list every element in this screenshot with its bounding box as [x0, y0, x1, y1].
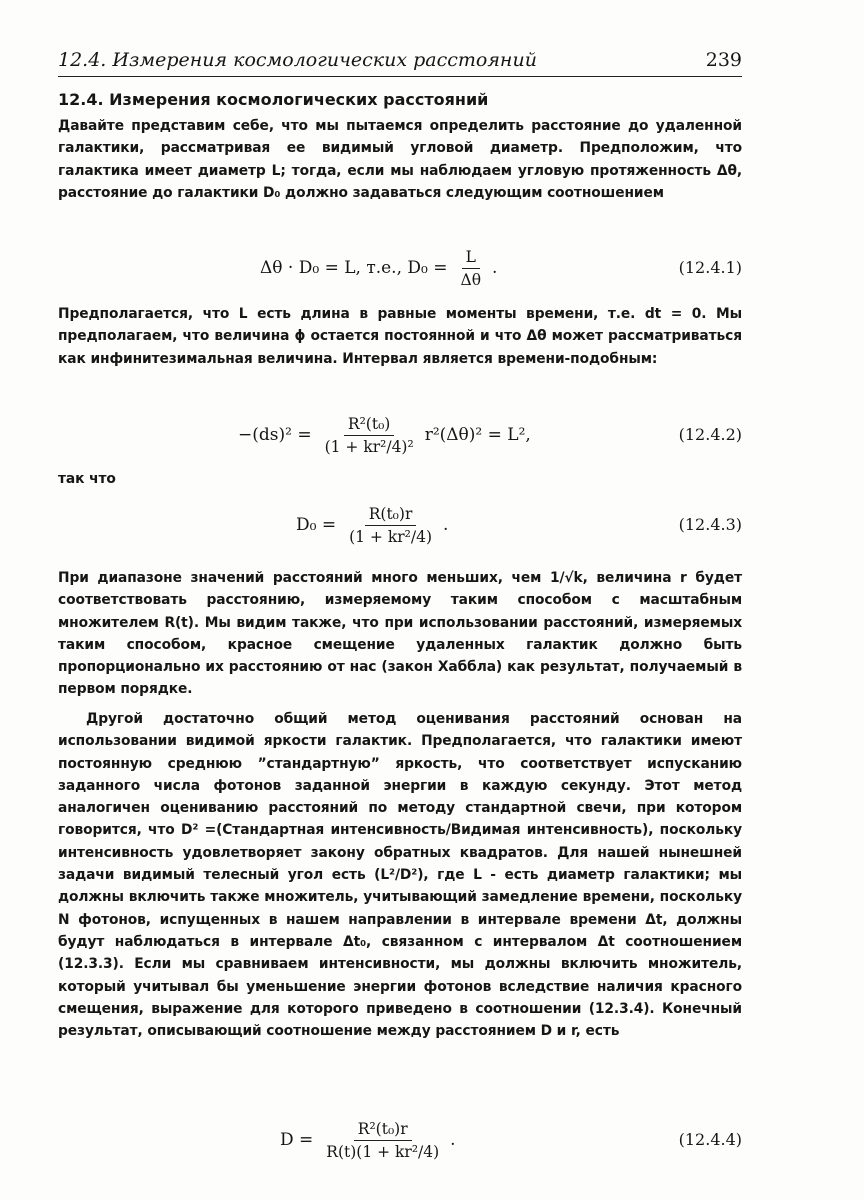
- paragraph-5: [58, 708, 742, 1042]
- equation-lhs: −(ds)² =: [238, 425, 312, 445]
- fraction-denominator: R(t)(1 + kr²/4): [326, 1142, 440, 1161]
- paragraph-1: Давайте представим себе, что мы пытаемся определить расстояние до удаленной галактики, рассматривая ее видимый угловой диаметр. Предположим, что галактика имеет диаметр L; тогда, если мы наблюдаем угловую протяженность Δθ, расстояние до галактики D₀ должно задаваться следующим соотношением: [58, 118, 742, 201]
- equation-fraction: [345, 505, 436, 546]
- equation-rhs: r²(Δθ)² = L²,: [424, 425, 531, 445]
- fraction-denominator: (1 + kr²/4): [349, 527, 432, 546]
- equation-12-4-1: [58, 238, 742, 298]
- running-title: 12.4. Измерения космологических расстояний: [58, 49, 537, 71]
- fraction-numerator: R²(t₀)r: [354, 1120, 412, 1141]
- equation-number: (12.4.4): [678, 1130, 742, 1149]
- equation-12-4-2: [58, 405, 742, 465]
- paragraph-5-text: Другой достаточно общий метод оценивания расстояний основан на использовании видимой яркости галактик. Предполагается, что галактики имеют постоянную среднюю ”стандартную” яркость, что соответствует испусканию заданного числа фотонов заданной энергии в каждую секунду. Этот метод аналогичен оцениванию расстояний по методу стандартной свечи, при котором говорится, что D² =(Стандартная интенсивность/Видимая интенсивность), поскольку интенсивность удовлетворяет закону обратных квадратов. Для нашей нынешней задачи видимый телесный угол есть (L²/D²), где L - есть диаметр галактики; мы должны включить также множитель, учитывающий замедление времени, поскольку N фотонов, испущенных в нашем направлении в интервале времени Δt, должны будут наблюдаться в интервале Δt₀, связанном с интервалом Δt соотношением (12.3.3). Если мы сравниваем интенсивности, мы должны включить множитель, который учитывал бы уменьшение энергии фотонов вследствие наличия красного смещения, выражение для которого приведено в соотношении (12.3.4). Конечный результат, описывающий соотношение между расстоянием D и r, есть: [58, 711, 742, 1040]
- equation-fraction: [322, 1120, 443, 1161]
- equation-fraction: [321, 415, 418, 456]
- paragraph-2: Предполагается, что L есть длина в равные моменты времени, т.е. dt = 0. Мы предполагаем, что величина ϕ остается постоянной и что Δθ может рассматриваться как инфинитезимальная величина. Интервал является времени-подобным:: [58, 306, 742, 367]
- equation-number: (12.4.3): [678, 515, 742, 534]
- paragraph-4: При диапазоне значений расстояний много меньших, чем 1/√k, величина r будет соответствовать расстоянию, измеряемому таким способом с масштабным множителем R(t). Мы видим также, что при использовании расстояний, измеряемых таким способом, красное смещение удаленных галактик должно быть пропорционально их расстоянию от нас (закон Хаббла) как результат, получаемый в первом порядке.: [58, 570, 742, 698]
- equation-12-4-3: [58, 495, 742, 555]
- section-title: 12.4. Измерения космологических расстояний: [58, 90, 489, 109]
- running-header: [58, 48, 742, 72]
- fraction-denominator: (1 + kr²/4)²: [324, 437, 414, 456]
- fraction-numerator: R²(t₀): [344, 415, 394, 436]
- equation-lhs: D₀ =: [296, 515, 337, 535]
- fraction-denominator: Δθ: [460, 270, 482, 289]
- header-rule: [58, 76, 742, 77]
- fraction-numerator: L: [462, 248, 480, 269]
- equation-rhs: .: [492, 258, 498, 278]
- fraction-numerator: R(t₀)r: [365, 505, 417, 526]
- equation-number: (12.4.1): [678, 258, 742, 277]
- equation-number: (12.4.2): [678, 425, 742, 444]
- paragraph-3: так что: [58, 471, 116, 487]
- equation-fraction: [457, 248, 486, 289]
- equation-lhs: D =: [280, 1130, 314, 1150]
- equation-lhs: Δθ · D₀ = L, т.е., D₀ =: [260, 258, 448, 278]
- equation-rhs: .: [450, 1130, 456, 1150]
- equation-rhs: .: [443, 515, 449, 535]
- page-number: 239: [705, 49, 742, 71]
- equation-12-4-4: [58, 1110, 742, 1170]
